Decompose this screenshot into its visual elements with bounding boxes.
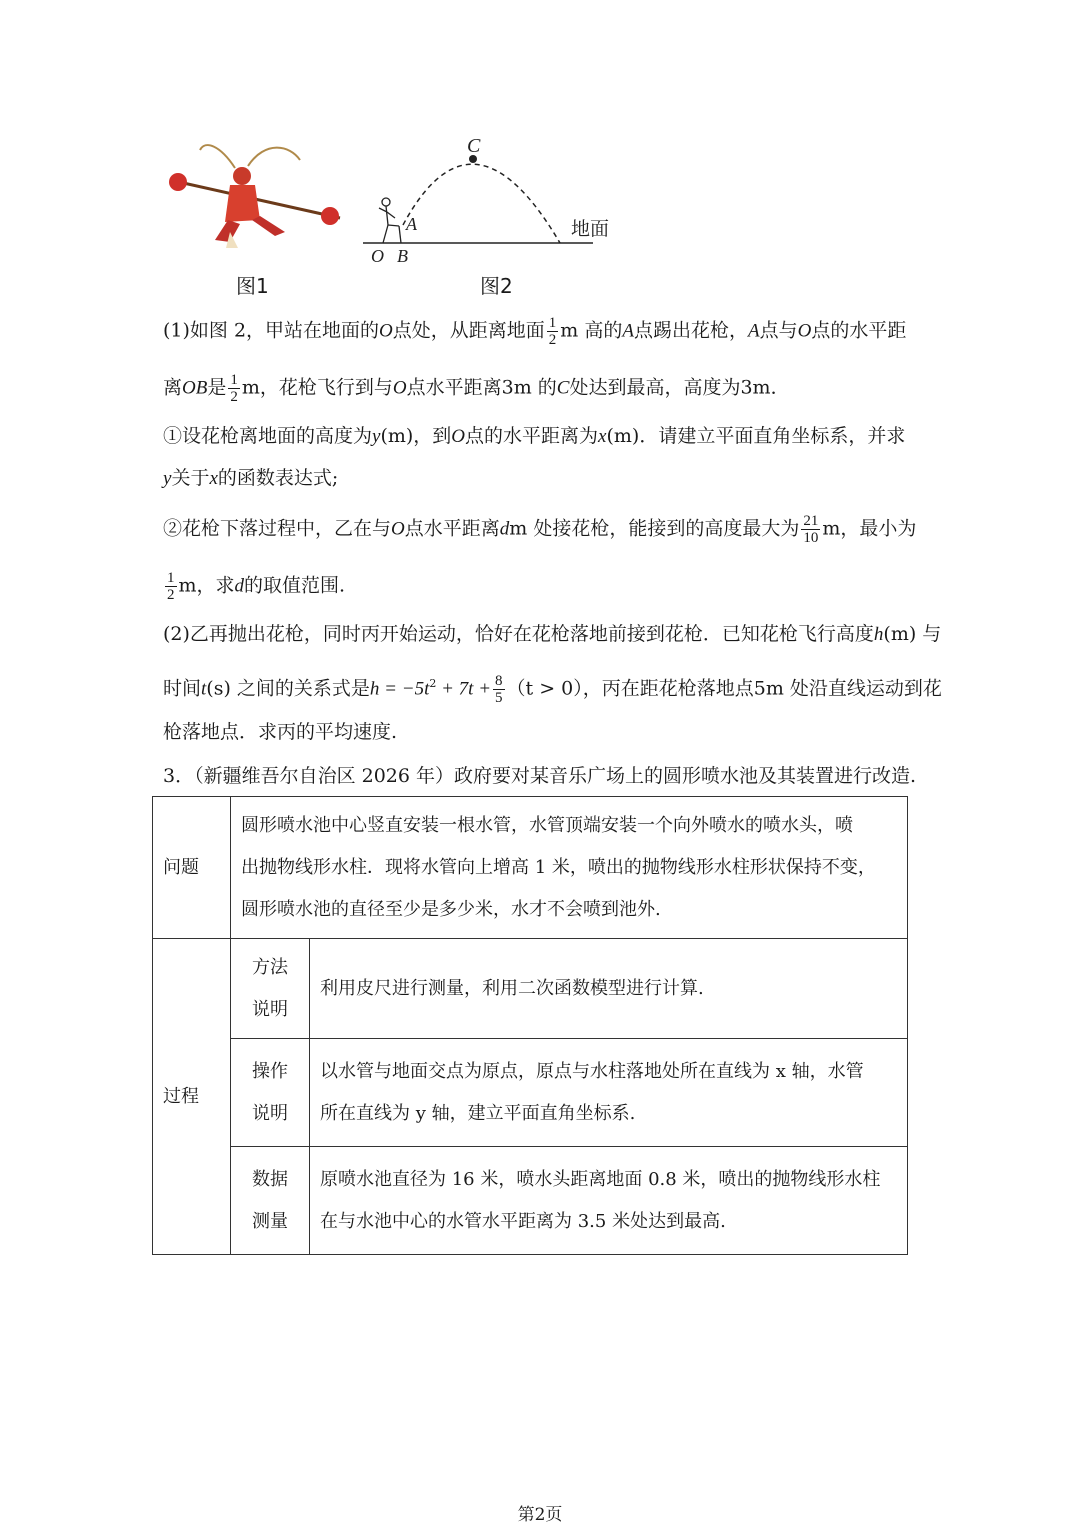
figure-1-caption: 图1 xyxy=(236,274,269,298)
q1-sub2-line-1: ②花枪下落过程中，乙在与O点水平距离dm 处接花枪，能接到的高度最大为 $\frac{21}{10}$ m，最小为 xyxy=(163,513,917,546)
method-label-cell: 方法 说明 xyxy=(231,939,310,1039)
fraction-one-half: $\frac{1}{2}$ xyxy=(548,315,557,348)
label-b: B xyxy=(397,246,408,266)
table-row-method xyxy=(153,939,908,1039)
q1-line-1: (1)如图 2，甲站在地面的O点处，从距离地面 $\frac{1}{2}$ m 高的A点踢出花枪，A点与O点的水平距 xyxy=(163,315,907,348)
q2-line-3: 枪落地点．求丙的平均速度. xyxy=(163,721,398,743)
method-text-cell: 利用皮尺进行测量，利用二次函数模型进行计算. xyxy=(310,939,908,1039)
q1-sub1-line-1: ①设花枪离地面的高度为y(m)，到O点的水平距离为x(m)．请建立平面直角坐标系，并求 xyxy=(163,425,906,447)
label-a: A xyxy=(406,214,417,234)
process-label-cell: 过程 xyxy=(153,939,231,1255)
problem-label-cell: 问题 xyxy=(153,797,231,939)
figure-2-trajectory-diagram xyxy=(355,130,630,270)
q1-sub2-line-2: $\frac{1}{2}$ m，求d的取值范围. xyxy=(167,570,346,603)
operation-label-cell: 操作 说明 xyxy=(231,1039,310,1147)
problem-text-cell: 圆形喷水池中心竖直安装一根水管，水管顶端安装一个向外喷水的喷水头，喷 出抛物线形水柱．现将水管向上增高 1 米，喷出的抛物线形水柱形状保持不变， 圆形喷水池的直径至少是多少米，水才不会喷到池外. xyxy=(231,797,908,939)
q2-line-1: (2)乙再抛出花枪，同时丙开始运动，恰好在花枪落地前接到花枪．已知花枪飞行高度h(m) 与 xyxy=(163,623,942,645)
label-c: C xyxy=(467,135,481,157)
table-row-problem xyxy=(153,797,908,939)
figure-2-caption: 图2 xyxy=(480,274,513,298)
q1-sub1-line-2: y关于x的函数表达式; xyxy=(163,467,339,489)
fraction-21-10: $\frac{21}{10}$ xyxy=(803,513,819,546)
data-label-cell: 数据 测量 xyxy=(231,1147,310,1255)
q3-heading: 3．（新疆维吾尔自治区 2026 年）政府要对某音乐广场上的圆形喷水池及其装置进行改造. xyxy=(163,765,917,787)
page-number: 第2页 xyxy=(517,1505,563,1525)
table-row-data xyxy=(153,1147,908,1255)
trajectory-curve xyxy=(403,164,560,243)
q1-line-2: 离OB是 $\frac{1}{2}$ m，花枪飞行到与O点水平距离3m 的C处达到最高，高度为3m． xyxy=(163,372,790,405)
q2-line-2: 时间t(s) 之间的关系式是$h = -5t^2 + 7t$ + $\frac{8}{5}$ （t > 0），丙在距花枪落地点5m 处沿直线运动到花 xyxy=(163,672,942,706)
data-text-cell: 原喷水池直径为 16 米，喷水头距离地面 0.8 米，喷出的抛物线形水柱 在与水池中心的水管水平距离为 3.5 米处达到最高. xyxy=(310,1147,908,1255)
label-ground: 地面 xyxy=(571,218,610,240)
fraction-8-5: $\frac{8}{5}$ xyxy=(495,672,503,706)
label-o: O xyxy=(371,246,384,266)
figure-1-performer-illustration xyxy=(160,140,350,260)
fraction-one-half-ob: $\frac{1}{2}$ xyxy=(230,372,238,405)
table-row-operation xyxy=(153,1039,908,1147)
fraction-one-half-min: $\frac{1}{2}$ xyxy=(167,570,175,603)
q3-table xyxy=(152,796,908,1255)
operation-text-cell: 以水管与地面交点为原点，原点与水柱落地处所在直线为 x 轴，水管 所在直线为 y 轴，建立平面直角坐标系. xyxy=(310,1039,908,1147)
